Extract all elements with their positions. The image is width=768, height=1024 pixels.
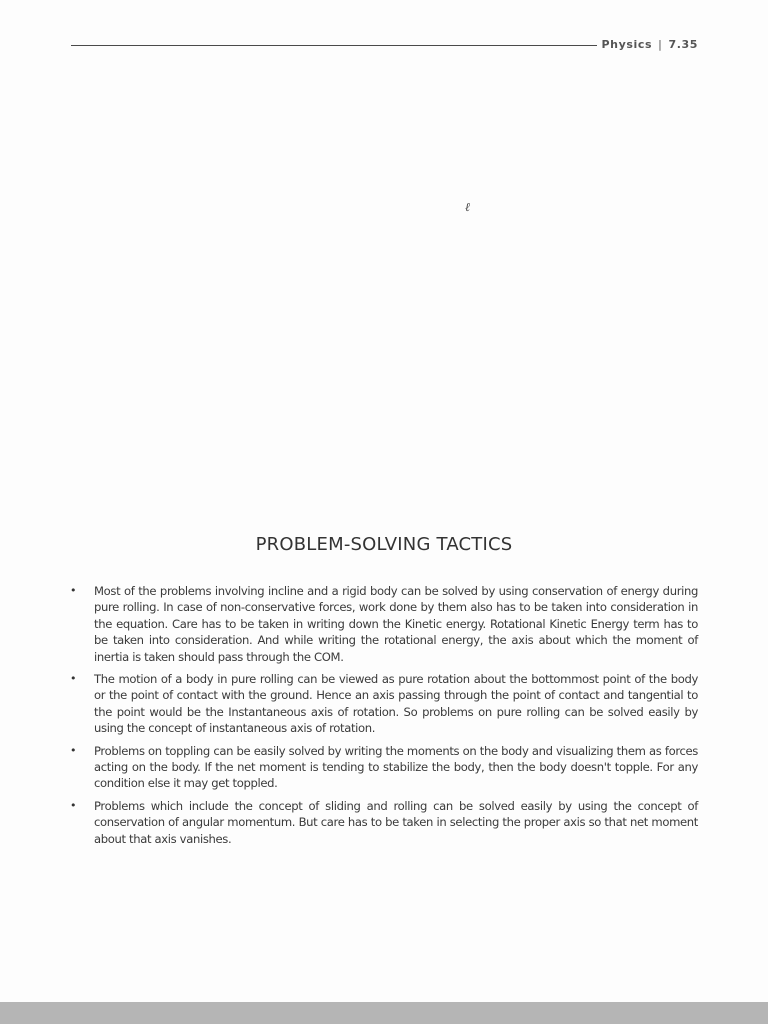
list-item xyxy=(70,671,698,737)
list-item xyxy=(70,583,698,665)
footer-band xyxy=(0,1002,768,1024)
list-item-text: Problems which include the concept of sliding and rolling can be solved easily by using the concept of conservation of angular momentum. But care has to be taken in selecting the proper axis so that net moment about that axis vanishes. xyxy=(94,798,698,846)
header-page-number: 7.35 xyxy=(668,38,698,51)
header-separator: | xyxy=(658,38,663,51)
list-item-text: Most of the problems involving incline and a rigid body can be solved by using conservation of energy during pure rolling. In case of non-conservative forces, work done by them also has to be taken into consideration in the equation. Care has to be taken in writing down the Kinetic energy. Rotational Kinetic Energy term has to be taken into consideration. And while writing the rotational energy, the axis about which the moment of inertia is taken should pass through the COM. xyxy=(94,584,698,664)
list-item-text: The motion of a body in pure rolling can be viewed as pure rotation about the bottommost point of the body or the point of contact with the ground. Hence an axis passing through the point of contact and tangential to the point would be the Instantaneous axis of rotation. So problems on pure rolling can be solved easily by using the concept of instantaneous axis of rotation. xyxy=(94,672,698,736)
tactics-list xyxy=(70,583,698,853)
figure-length-symbol: ℓ xyxy=(465,200,470,214)
list-item-text: Problems on toppling can be easily solved by writing the moments on the body and visualizing them as forces acting on the body. If the net moment is tending to stabilize the body, then the body doesn't topple. For any condition else it may get toppled. xyxy=(94,743,698,791)
list-item xyxy=(70,798,698,847)
running-header xyxy=(601,38,698,51)
section-title: PROBLEM-SOLVING TACTICS xyxy=(255,534,513,555)
bullet-icon: • xyxy=(70,584,77,597)
bullet-icon: • xyxy=(70,798,77,812)
bullet-icon: • xyxy=(70,672,77,686)
header-rule xyxy=(71,45,597,46)
list-item xyxy=(70,743,698,792)
bullet-icon: • xyxy=(70,743,77,757)
header-subject: Physics xyxy=(601,38,653,51)
